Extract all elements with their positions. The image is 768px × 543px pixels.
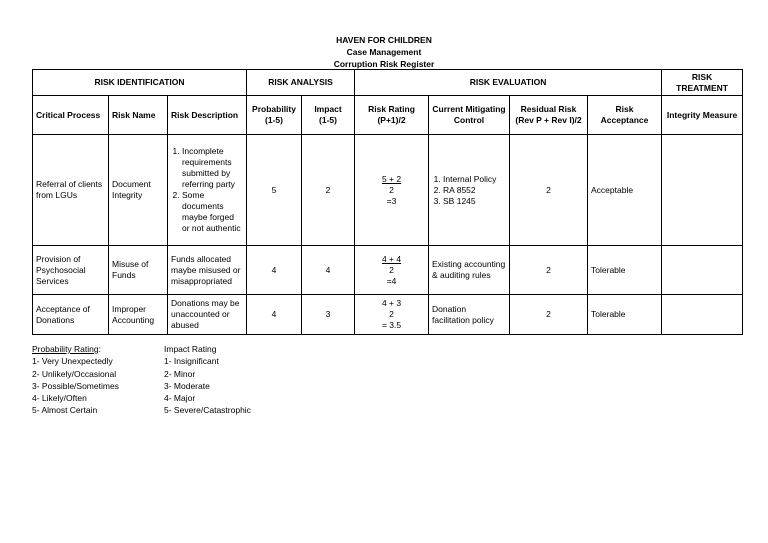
- col-impact: [302, 96, 355, 135]
- document-title: Corruption Risk Register: [333, 59, 435, 69]
- risk-rating-cell: [355, 295, 429, 335]
- impact-legend-item: 2- Minor: [164, 368, 196, 379]
- residual-risk-cell: 2: [510, 135, 588, 246]
- risk-acceptance-cell: Acceptable: [588, 135, 662, 246]
- risk-rating-result: =3: [386, 195, 397, 206]
- probability-cell: 4: [247, 246, 302, 295]
- impact-legend-item: 5- Severe/Catastrophic: [164, 405, 251, 416]
- table-row: [33, 135, 743, 246]
- risk-register-table: [32, 69, 743, 335]
- col-critical-process: Critical Process: [33, 96, 109, 135]
- mitigating-control-cell: Existing accounting & auditing rules: [429, 246, 510, 295]
- col-impact-label: Impact: [314, 104, 342, 114]
- col-mitigating-control: Current Mitigating Control: [429, 96, 510, 135]
- risk-description-cell: Funds allocated maybe misused or misappropriated: [168, 246, 247, 295]
- col-risk-name: Risk Name: [109, 96, 168, 135]
- residual-risk-cell: 2: [510, 246, 588, 295]
- col-risk-rating-formula: (P+1)/2: [377, 115, 406, 125]
- critical-process-cell: Referral of clients from LGUs: [33, 135, 109, 246]
- org-name: HAVEN FOR CHILDREN: [336, 35, 432, 45]
- group-risk-treatment: RISK TREATMENT: [662, 70, 743, 96]
- risk-description-cell: [168, 135, 247, 246]
- probability-legend-item: 4- Likely/Often: [32, 393, 87, 404]
- probability-legend-title: Probability Rating:: [32, 344, 101, 354]
- impact-rating-legend: [164, 343, 251, 417]
- col-residual-risk-label: Residual Risk: [520, 104, 577, 114]
- impact-cell: 2: [302, 135, 355, 246]
- probability-legend-item: 1- Very Unexpectedly: [32, 356, 113, 367]
- integrity-measure-cell: [662, 135, 743, 246]
- group-header-row: [33, 70, 743, 96]
- group-risk-analysis: RISK ANALYSIS: [247, 70, 355, 96]
- risk-rating-result: =4: [386, 275, 397, 286]
- col-integrity-measure: Integrity Measure: [662, 96, 743, 135]
- risk-name-cell: Misuse of Funds: [109, 246, 168, 295]
- document-header: [0, 34, 768, 70]
- probability-cell: 4: [247, 295, 302, 335]
- group-risk-evaluation: RISK EVALUATION: [355, 70, 662, 96]
- table-row: [33, 246, 743, 295]
- critical-process-cell: Acceptance of Donations: [33, 295, 109, 335]
- risk-rating-numerator: 4 + 4: [381, 253, 402, 264]
- mitigating-control-item: 1. Internal Policy: [443, 174, 506, 185]
- col-probability-range: (1-5): [265, 115, 283, 125]
- probability-legend-item: 5- Almost Certain: [32, 405, 98, 416]
- col-residual-risk-formula: (Rev P + Rev I)/2: [515, 115, 582, 125]
- table-row: [33, 295, 743, 335]
- col-risk-description: Risk Description: [168, 96, 247, 135]
- integrity-measure-cell: [662, 295, 743, 335]
- col-probability: [247, 96, 302, 135]
- risk-description-cell: Donations may be unaccounted or abused: [168, 295, 247, 335]
- col-risk-rating-label: Risk Rating: [368, 104, 415, 114]
- column-header-row: [33, 96, 743, 135]
- risk-rating-numerator: 4 + 3: [381, 298, 402, 308]
- risk-description-item: 2. Some documents maybe forged or not authentic: [182, 190, 243, 234]
- risk-rating-denominator: 2: [389, 309, 394, 319]
- probability-cell: 5: [247, 135, 302, 246]
- integrity-measure-cell: [662, 246, 743, 295]
- risk-rating-cell: [355, 246, 429, 295]
- impact-cell: 4: [302, 246, 355, 295]
- impact-legend-item: 3- Moderate: [164, 380, 210, 391]
- col-risk-rating: [355, 96, 429, 135]
- risk-rating-cell: [355, 135, 429, 246]
- col-impact-range: (1-5): [319, 115, 337, 125]
- risk-rating-denominator: 2: [389, 184, 394, 195]
- critical-process-cell: Provision of Psychosocial Services: [33, 246, 109, 295]
- risk-rating-result: = 3.5: [381, 320, 402, 330]
- impact-legend-title: Impact Rating: [164, 344, 217, 354]
- risk-name-cell: Document Integrity: [109, 135, 168, 246]
- residual-risk-cell: 2: [510, 295, 588, 335]
- department-name: Case Management: [346, 47, 422, 57]
- impact-legend-item: 4- Major: [164, 393, 196, 404]
- risk-name-cell: Improper Accounting: [109, 295, 168, 335]
- probability-legend-item: 3- Possible/Sometimes: [32, 380, 119, 391]
- mitigating-control-item: 3. SB 1245: [443, 196, 506, 207]
- impact-legend-item: 1- Insignificant: [164, 356, 219, 367]
- mitigating-control-cell: Donation facilitation policy: [429, 295, 510, 335]
- risk-acceptance-cell: Tolerable: [588, 295, 662, 335]
- risk-rating-numerator: 5 + 2: [381, 173, 402, 184]
- mitigating-control-item: 2. RA 8552: [443, 185, 506, 196]
- col-residual-risk: [510, 96, 588, 135]
- col-probability-label: Probability: [252, 104, 296, 114]
- mitigating-control-cell: [429, 135, 510, 246]
- risk-rating-denominator: 2: [389, 264, 394, 275]
- group-risk-identification: RISK IDENTIFICATION: [33, 70, 247, 96]
- col-risk-acceptance: Risk Acceptance: [588, 96, 662, 135]
- probability-rating-legend: [32, 343, 119, 417]
- risk-description-item: 1. Incomplete requirements submitted by referring party: [182, 146, 243, 190]
- probability-legend-item: 2- Unlikely/Occasional: [32, 368, 117, 379]
- risk-acceptance-cell: Tolerable: [588, 246, 662, 295]
- impact-cell: 3: [302, 295, 355, 335]
